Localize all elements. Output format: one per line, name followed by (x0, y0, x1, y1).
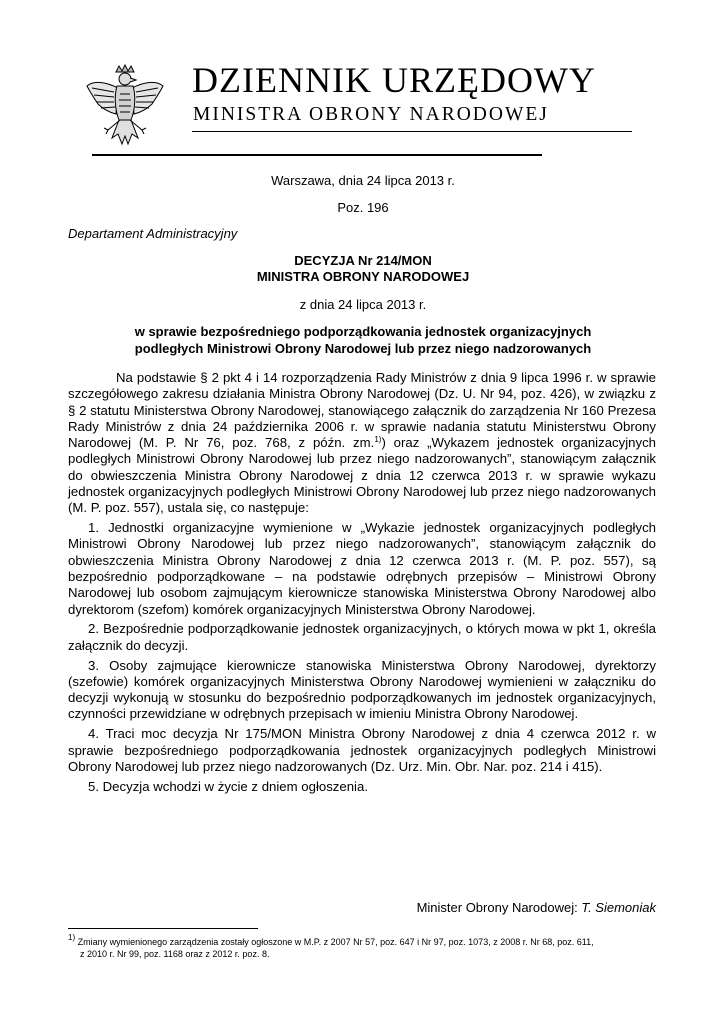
position-number: Poz. 196 (337, 200, 389, 215)
place-date: Warszawa, dnia 24 lipca 2013 r. (271, 173, 455, 188)
signature-name: T. Siemoniak (581, 900, 656, 915)
footnote-divider (68, 928, 258, 929)
decision-body (68, 370, 656, 798)
preamble-part1: Na podstawie § 2 pkt 4 i 14 rozporządzenia Rady Ministrów z dnia 9 lipca 1996 r. w sprawie szczegółowego zakresu działania Ministra Obrony Narodowej (Dz. U. Nr 94, poz. 426), w związku z § 2 statutu Ministerstwa Obrony Narodowej, stanowiącego załącznik do zarządzenia Nr 160 Prezesa Rady Ministrów z dnia 24 października 2006 r. w sprawie nadania statutu Ministerstwu Obrony Narodowej (M. P. Nr 76, poz. 768, z późn. zm. (68, 370, 656, 451)
preamble-paragraph (68, 370, 656, 517)
preamble-part2: ) oraz „Wykazem jednostek organizacyjnych podległych Ministrowi Obrony Narodowej lub przez niego nadzorowanych”, stanowiącym załącznik do obwieszczenia Ministra Obrony Narodowej z dnia 12 czerwca 2013 r. w sprawie wykazu jednostek organizacyjnych podległych Ministrowi Obrony Narodowej lub przez niego nadzorowanych (M. P. poz. 557), ustala się, co następuje: (68, 435, 656, 516)
point-2: 2. Bezpośrednie podporządkowanie jednostek organizacyjnych, o których mowa w pkt 1, określa załącznik do decyzji. (68, 621, 656, 653)
signature-role: Minister Obrony Narodowej: (416, 900, 578, 915)
decision-date: z dnia 24 lipca 2013 r. (299, 297, 427, 312)
point-5: 5. Decyzja wchodzi w życie z dniem ogłoszenia. (88, 778, 368, 794)
footnote-line1: Zmiany wymienionego zarządzenia zostały ogłoszone w M.P. z 2007 Nr 57, poz. 647 i Nr 97, poz. 1073, z 2008 r. Nr 68, poz. 611, (77, 937, 594, 947)
footnote-reference: 1) (374, 435, 382, 445)
header-divider-thick (92, 154, 542, 156)
decision-subject-line1: w sprawie bezpośredniego podporządkowania jednostek organizacyjnych (134, 324, 592, 339)
footnote-line2: z 2010 r. Nr 99, poz. 1168 oraz z 2012 r. poz. 8. (80, 949, 270, 959)
point-3: 3. Osoby zajmujące kierownicze stanowiska Ministerstwa Obrony Narodowej, dyrektorzy (szefowie) komórek organizacyjnych Ministerstwa Obrony Narodowej wymienieni w załączniku do decyzji wykonują w stosunku do bezpośrednio podporządkowanych im jednostek organizacyjnych, czynności przewidziane w odrębnych przepisach w imieniu Ministra Obrony Narodowej. (68, 657, 656, 722)
footnote (68, 933, 658, 960)
decision-title: DECYZJA Nr 214/MON (294, 253, 432, 268)
decision-subject-line2: podległych Ministrowi Obrony Narodowej lub przez niego nadzorowanych (134, 341, 592, 356)
decision-issuer: MINISTRA OBRONY NARODOWEJ (256, 269, 470, 284)
polish-eagle-icon (84, 64, 166, 156)
header-divider-thin (192, 131, 632, 132)
point-1: 1. Jednostki organizacyjne wymienione w „Wykazie jednostek organizacyjnych podległych Ministrowi Obrony Narodowej lub przez niego nadzorowanych”, stanowiącym załącznik do obwieszczenia Ministra Obrony Narodowej z dnia 12 czerwca 2013 r. (M. P. poz. 557), są bezpośrednio podporządkowane – na podstawie odrębnych przepisów – Ministrowi Obrony Narodowej lub osobom zajmującym kierownicze stanowiska Ministerstwa Obrony Narodowej albo dyrektorom (szefom) komórek organizacyjnych Ministerstwa Obrony Narodowej. (68, 520, 656, 617)
journal-subtitle: MINISTRA OBRONY NARODOWEJ (193, 104, 549, 125)
point-4: 4. Traci moc decyzja Nr 175/MON Ministra Obrony Narodowej z dnia 4 czerwca 2012 r. w sprawie bezpośredniego podporządkowania jednostek organizacyjnych podległych Ministrowi Obrony Narodowej lub przez niego nadzorowanych (Dz. Urz. Min. Obr. Nar. poz. 214 i 415). (68, 726, 656, 774)
footnote-mark: 1) (68, 933, 76, 942)
signature (417, 900, 656, 915)
journal-title: DZIENNIK URZĘDOWY (192, 60, 596, 100)
department-name: Departament Administracyjny (68, 226, 238, 241)
